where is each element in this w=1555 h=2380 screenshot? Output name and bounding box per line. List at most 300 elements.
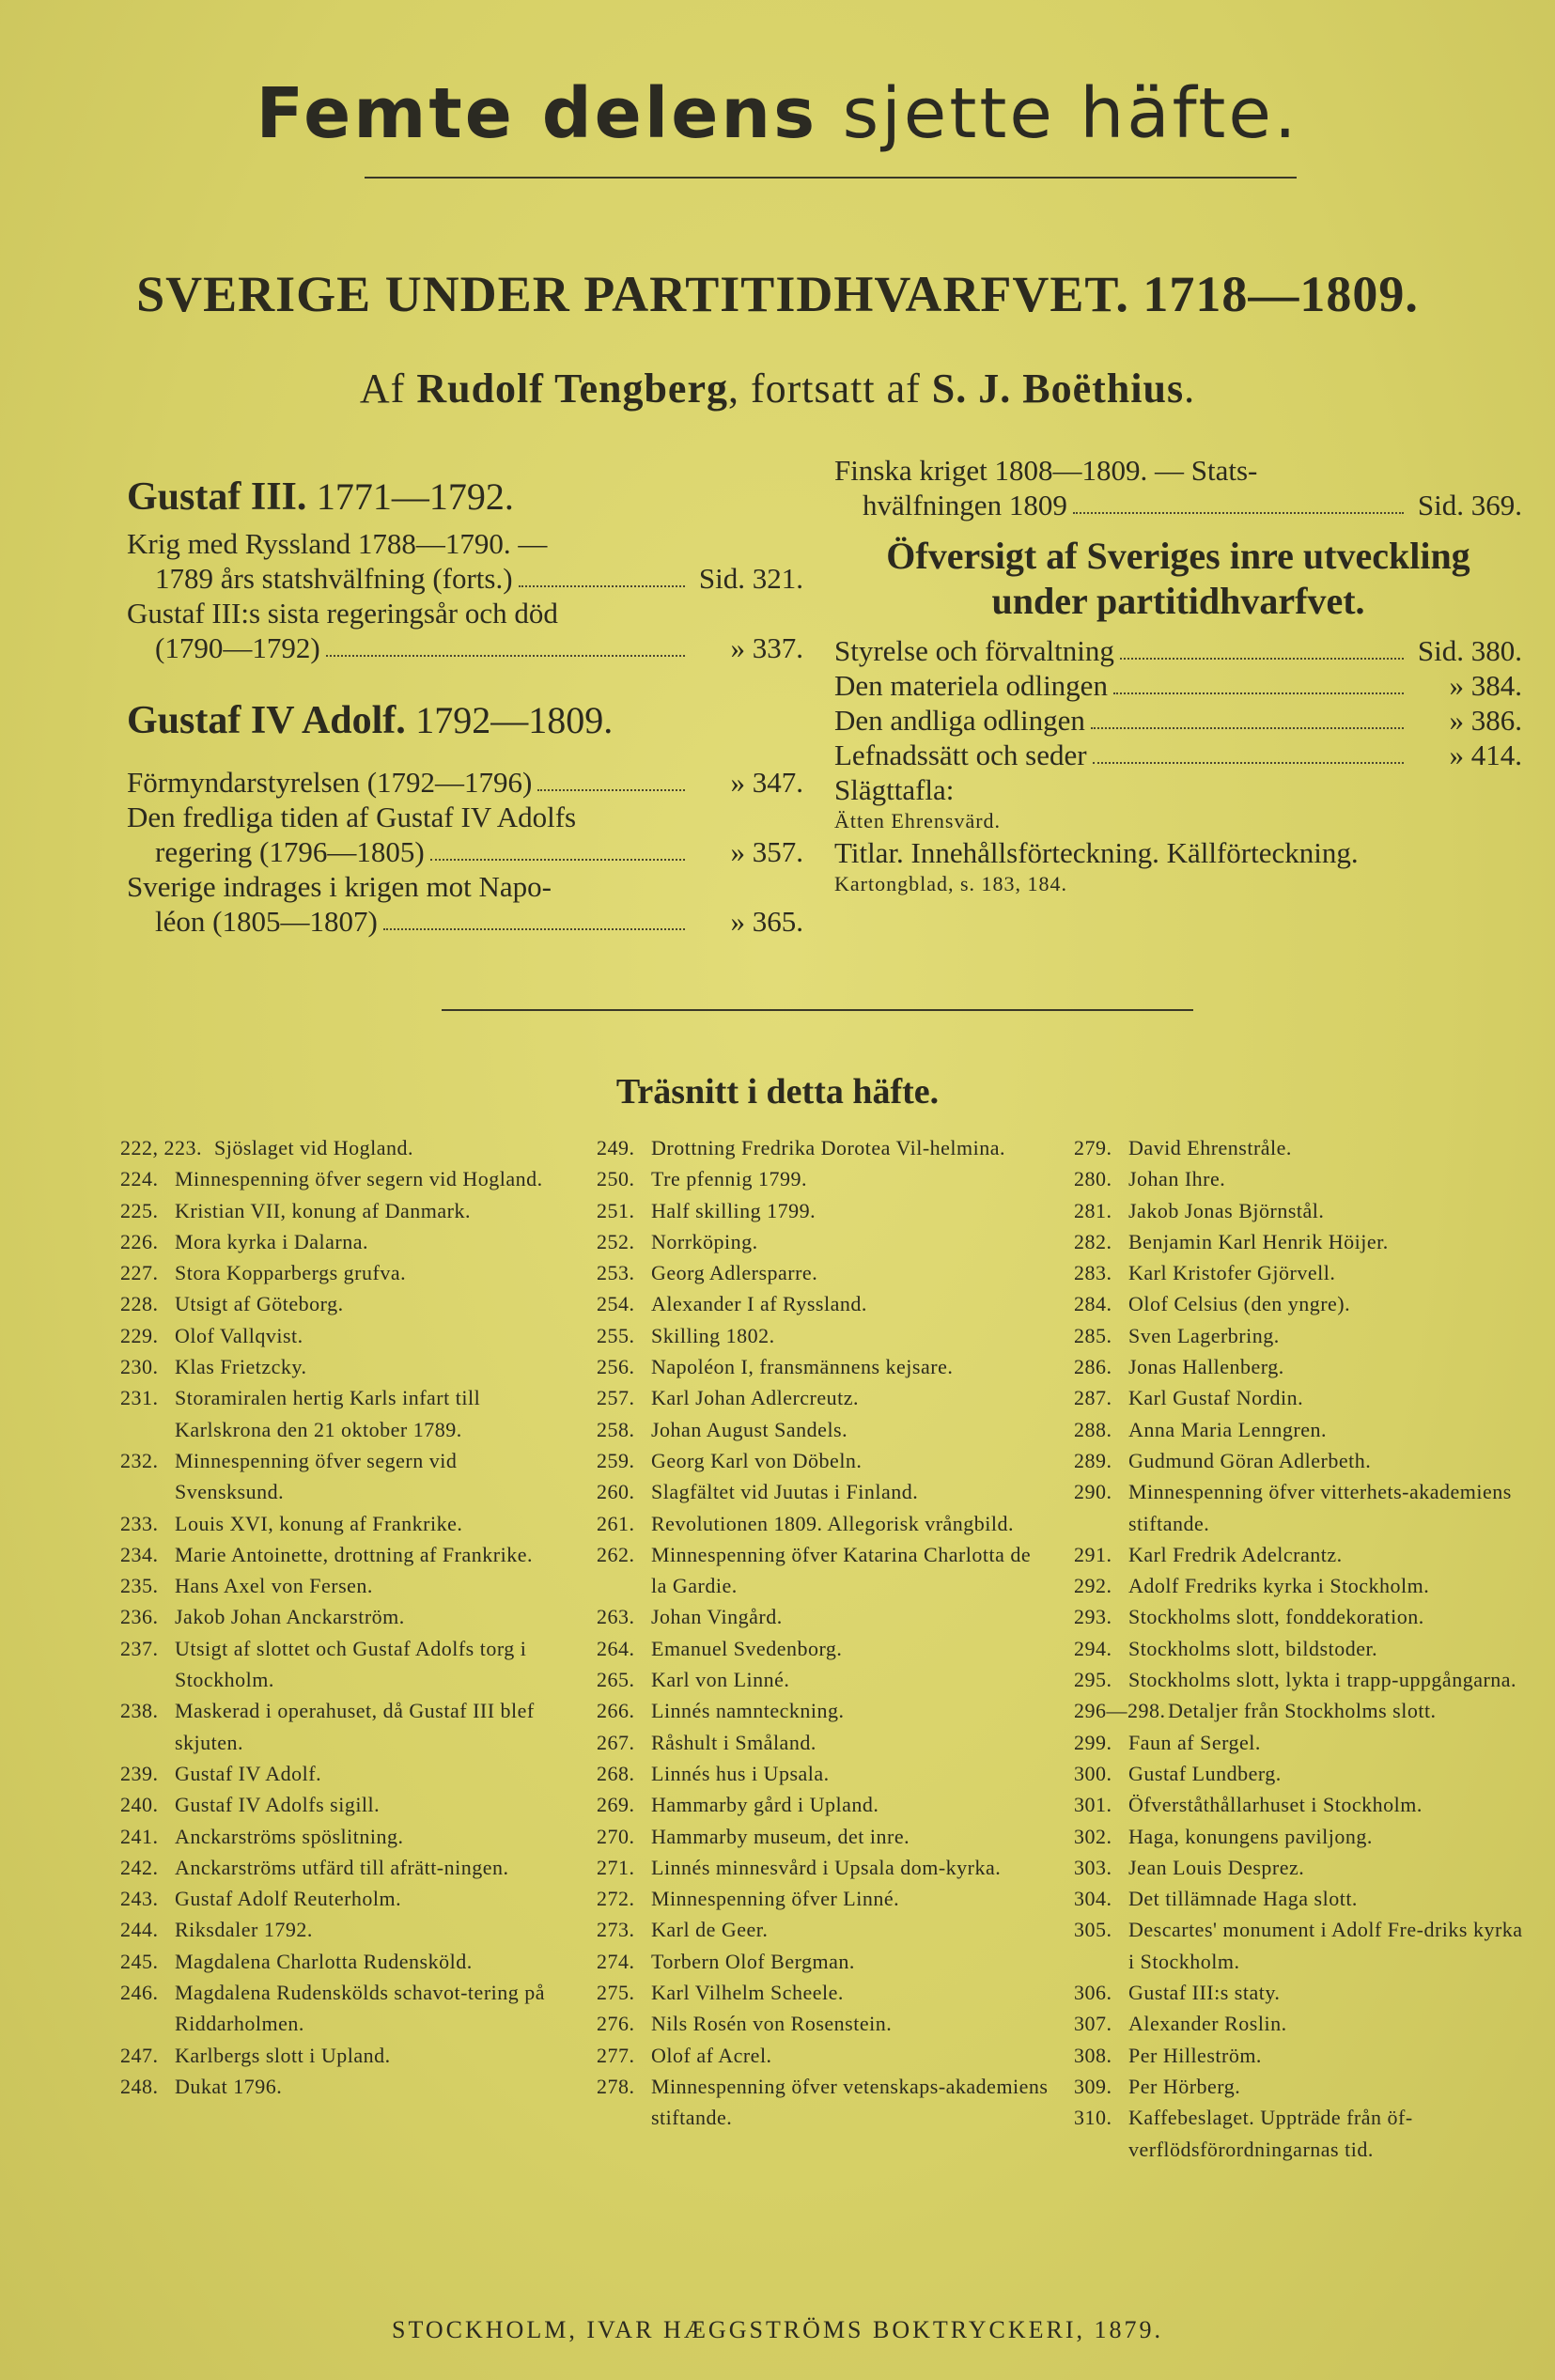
woodcut-item (597, 1508, 1052, 1539)
woodcut-caption: David Ehrenstråle. (1128, 1136, 1292, 1159)
leader-dots (1093, 762, 1404, 764)
woodcut-caption: Olof af Acrel. (651, 2043, 772, 2067)
woodcut-number: 244. (120, 1918, 159, 1942)
woodcut-column-1 (120, 1132, 571, 2102)
woodcut-number: 303. (1074, 1855, 1112, 1879)
woodcut-number: 265. (597, 1668, 635, 1692)
woodcut-number: 289. (1074, 1448, 1112, 1472)
woodcut-number: 300. (1074, 1761, 1112, 1785)
toc-entry-line2: (1790—1792) (155, 631, 320, 664)
woodcut-number: 282. (1074, 1229, 1112, 1253)
woodcut-item (597, 2071, 1052, 2134)
woodcut-number: 296—298. (1074, 1699, 1166, 1723)
woodcut-caption: Nils Rosén von Rosenstein. (651, 2012, 893, 2036)
woodcut-item (120, 2071, 571, 2102)
woodcut-caption: Råshult i Småland. (651, 1730, 816, 1754)
woodcut-caption: Gustaf IV Adolf. (175, 1761, 322, 1785)
woodcut-caption: Stockholms slott, fonddekoration. (1128, 1605, 1424, 1629)
woodcut-number: 301. (1074, 1793, 1112, 1817)
woodcut-item (1074, 1821, 1530, 1852)
woodcut-item (120, 2040, 571, 2071)
woodcut-caption: Minnespenning öfver segern vid Hogland. (175, 1167, 543, 1191)
woodcut-caption: Gustaf IV Adolfs sigill. (175, 1793, 381, 1817)
woodcut-number: 271. (597, 1855, 635, 1879)
woodcut-number: 266. (597, 1699, 635, 1723)
woodcut-number: 239. (120, 1761, 159, 1785)
woodcut-number: 255. (597, 1323, 635, 1347)
woodcut-caption: Karl Vilhelm Scheele. (651, 1981, 844, 2005)
woodcut-number: 224. (120, 1167, 159, 1191)
woodcut-item (1074, 1226, 1530, 1257)
imprint: STOCKHOLM, IVAR HÆGGSTRÖMS BOKTRYCKERI, 1879. (392, 2316, 1163, 2343)
woodcut-item (597, 1633, 1052, 1664)
woodcut-number: 276. (597, 2012, 635, 2036)
woodcut-number: 261. (597, 1511, 635, 1535)
toc-entry-text: Den materiela odlingen (834, 669, 1108, 702)
woodcut-number: 273. (597, 1918, 635, 1942)
woodcut-number: 260. (597, 1480, 635, 1504)
woodcut-caption: Detaljer från Stockholms slott. (1168, 1699, 1437, 1723)
woodcut-caption: Karl de Geer. (651, 1918, 769, 1942)
author-pre: Af (359, 366, 417, 412)
header-bold: Femte delens (256, 73, 818, 154)
section-years: 1771—1792. (316, 475, 514, 518)
woodcut-item (120, 1758, 571, 1789)
woodcut-caption: Jakob Jonas Björnstål. (1128, 1198, 1325, 1222)
woodcut-caption: Minnespenning öfver vetenskaps-akademiens stiftande. (651, 2074, 1049, 2130)
woodcut-number: 302. (1074, 1824, 1112, 1848)
woodcut-item (1074, 1414, 1530, 1445)
woodcut-number: 294. (1074, 1636, 1112, 1660)
toc-entry (127, 765, 803, 800)
woodcut-caption: Per Hilleström. (1128, 2043, 1262, 2067)
toc-entry-line1: Den fredliga tiden af Gustaf IV Adolfs (127, 801, 577, 833)
woodcut-number: 227. (120, 1261, 159, 1285)
woodcut-caption: Per Hörberg. (1128, 2074, 1241, 2098)
woodcut-caption: Sjöslaget vid Hogland. (214, 1136, 414, 1159)
woodcut-number: 286. (1074, 1355, 1112, 1379)
woodcut-caption: Drottning Fredrika Dorotea Vil-helmina. (651, 1136, 1006, 1159)
woodcut-number: 251. (597, 1198, 635, 1222)
woodcut-caption: Napoléon I, fransmännens kejsare. (651, 1355, 954, 1379)
author-line (0, 365, 1555, 412)
woodcut-caption: Anna Maria Lenngren. (1128, 1417, 1327, 1441)
woodcut-item (120, 1539, 571, 1570)
woodcut-item (1074, 1789, 1530, 1820)
toc-entry-text: Den andliga odlingen (834, 704, 1085, 737)
leader-dots (537, 789, 685, 791)
woodcut-caption: Half skilling 1799. (651, 1198, 816, 1222)
woodcut-caption: Karl Kristofer Gjörvell. (1128, 1261, 1336, 1285)
woodcut-caption: Slagfältet vid Juutas i Finland. (651, 1480, 919, 1504)
woodcut-caption: Minnespenning öfver Katarina Charlotta de la Gardie. (651, 1542, 1032, 1598)
woodcut-caption: Karl Gustaf Nordin. (1128, 1386, 1304, 1410)
woodcut-number: 233. (120, 1511, 159, 1535)
toc-entry (127, 526, 803, 596)
woodcut-caption: Marie Antoinette, drottning af Frankrike. (175, 1542, 533, 1566)
woodcut-caption: Utsigt af slottet och Gustaf Adolfs torg i Stockholm. (175, 1636, 527, 1692)
woodcut-item (120, 1883, 571, 1914)
woodcut-item (597, 1226, 1052, 1257)
toc-page: » 365. (730, 905, 803, 938)
woodcut-item (1074, 1883, 1530, 1914)
woodcut-caption: Öfverståthållarhuset i Stockholm. (1128, 1793, 1423, 1817)
woodcut-item (1074, 1664, 1530, 1695)
toc-entry (127, 596, 803, 665)
toc-entry-line2: 1789 års statshvälfning (forts.) (155, 562, 513, 595)
woodcut-number: 277. (597, 2043, 635, 2067)
toc-page: Sid. 369. (1417, 489, 1522, 521)
woodcut-number: 279. (1074, 1136, 1112, 1159)
toc-right (834, 453, 1522, 898)
woodcut-number: 247. (120, 2043, 159, 2067)
woodcut-item (1074, 1382, 1530, 1413)
woodcut-item (1074, 1633, 1530, 1664)
woodcut-number: 236. (120, 1605, 159, 1629)
woodcut-item (120, 1351, 571, 1382)
woodcut-item (597, 1476, 1052, 1507)
woodcut-item (1074, 1727, 1530, 1758)
section-ofversigt: Öfversigt af Sveriges inre utveckling under partitidhvarfvet. (886, 535, 1470, 622)
author-end: . (1184, 366, 1196, 412)
woodcut-item (597, 1946, 1052, 1977)
woodcut-caption: Olof Celsius (den yngre). (1128, 1292, 1351, 1316)
woodcut-item (120, 1382, 571, 1445)
woodcut-number: 234. (120, 1542, 159, 1566)
woodcut-item (1074, 1288, 1530, 1319)
woodcut-item (597, 1664, 1052, 1695)
woodcut-caption: Norrköping. (651, 1229, 758, 1253)
woodcut-item (1074, 2102, 1530, 2165)
woodcut-number: 269. (597, 1793, 635, 1817)
toc-entry (834, 633, 1522, 668)
woodcut-item (120, 1633, 571, 1696)
woodcut-item (597, 1195, 1052, 1226)
woodcut-item (120, 1288, 571, 1319)
section-rule (442, 1009, 1193, 1011)
slagttafla: Slägttafla: (834, 773, 955, 806)
woodcut-caption: Hans Axel von Fersen. (175, 1574, 373, 1598)
leader-dots (326, 655, 685, 657)
woodcut-item (120, 1570, 571, 1601)
woodcut-number: 222, 223. (120, 1136, 202, 1159)
woodcut-caption: Alexander I af Ryssland. (651, 1292, 867, 1316)
woodcut-number: 307. (1074, 2012, 1112, 2036)
woodcut-item (597, 2040, 1052, 2071)
woodcut-caption: Haga, konungens paviljong. (1128, 1824, 1373, 1848)
toc-entry-line2: Förmyndarstyrelsen (1792—1796) (127, 766, 533, 799)
woodcut-caption: Emanuel Svedenborg. (651, 1636, 843, 1660)
toc-page: Sid. 380. (1417, 634, 1522, 667)
toc-page: Sid. 321. (698, 562, 803, 595)
woodcut-number: 268. (597, 1761, 635, 1785)
toc-entry-text: Styrelse och förvaltning (834, 634, 1114, 667)
woodcut-number: 264. (597, 1636, 635, 1660)
woodcut-item (120, 1445, 571, 1508)
leader-dots (1073, 512, 1404, 514)
woodcut-item (1074, 2071, 1530, 2102)
woodcut-caption: Sven Lagerbring. (1128, 1323, 1280, 1347)
woodcut-item (597, 1288, 1052, 1319)
section-gustaf-iii (127, 474, 803, 521)
author-name-1: Rudolf Tengberg (416, 366, 728, 412)
woodcut-number: 295. (1074, 1668, 1112, 1692)
woodcut-number: 237. (120, 1636, 159, 1660)
woodcut-number: 249. (597, 1136, 635, 1159)
woodcut-caption: Dukat 1796. (175, 2074, 283, 2098)
leader-dots (1113, 692, 1404, 694)
woodcut-number: 267. (597, 1730, 635, 1754)
toc-entry-line1: Sverige indrages i krigen mot Napo- (127, 870, 552, 903)
leader-dots (383, 928, 685, 930)
woodcut-item (1074, 1695, 1530, 1726)
toc-entry-line1: Krig med Ryssland 1788—1790. — (127, 527, 548, 560)
woodcut-caption: Riksdaler 1792. (175, 1918, 313, 1942)
woodcut-number: 225. (120, 1198, 159, 1222)
woodcut-caption: Kaffebeslaget. Uppträde från öf-verflödsförordningarnas tid. (1128, 2106, 1413, 2161)
toc-left (127, 466, 803, 939)
woodcut-caption: Karl von Linné. (651, 1668, 790, 1692)
woodcut-caption: Karl Fredrik Adelcrantz. (1128, 1542, 1343, 1566)
woodcut-number: 270. (597, 1824, 635, 1848)
woodcut-caption: Magdalena Rudenskölds schavot-tering på Riddarholmen. (175, 1981, 546, 2036)
woodcut-item (597, 1758, 1052, 1789)
toc-page: » 414. (1449, 739, 1522, 771)
section-years: 1792—1809. (415, 699, 614, 741)
woodcut-number: 283. (1074, 1261, 1112, 1285)
woodcut-caption: Gustaf Lundberg. (1128, 1761, 1282, 1785)
woodcut-caption: Skilling 1802. (651, 1323, 775, 1347)
author-name-2: S. J. Boëthius (931, 366, 1185, 412)
woodcut-item (597, 1914, 1052, 1945)
woodcut-item (1074, 1914, 1530, 1977)
toc-page: » 384. (1449, 669, 1522, 702)
woodcut-caption: Olof Vallqvist. (175, 1323, 303, 1347)
woodcut-number: 259. (597, 1448, 635, 1472)
woodcut-item (597, 1382, 1052, 1413)
toc-page: » 357. (730, 835, 803, 868)
toc-entry-line1: Gustaf III:s sista regeringsår och död (127, 597, 558, 630)
woodcut-number: 284. (1074, 1292, 1112, 1316)
woodcut-caption: Georg Karl von Döbeln. (651, 1448, 863, 1472)
woodcut-caption: Torbern Olof Bergman. (651, 1949, 855, 1973)
woodcut-number: 290. (1074, 1480, 1112, 1504)
woodcut-item (1074, 1257, 1530, 1288)
woodcut-item (120, 1257, 571, 1288)
woodcut-caption: Hammarby museum, det inre. (651, 1824, 910, 1848)
woodcut-caption: Magdalena Charlotta Rudensköld. (175, 1949, 473, 1973)
woodcut-item (120, 1601, 571, 1632)
woodcut-caption: Johan Vingård. (651, 1605, 783, 1629)
woodcut-number: 258. (597, 1417, 635, 1441)
woodcut-number: 285. (1074, 1323, 1112, 1347)
woodcut-item (597, 1414, 1052, 1445)
woodcut-number: 278. (597, 2074, 635, 2098)
woodcut-number: 235. (120, 1574, 159, 1598)
woodcut-item (597, 1852, 1052, 1883)
woodcut-caption: Minnespenning öfver vitterhets-akademiens stiftande. (1128, 1480, 1512, 1535)
leader-dots (519, 585, 685, 587)
woodcut-caption: Stockholms slott, lykta i trapp-uppgångarna. (1128, 1668, 1517, 1692)
toc-entry (127, 869, 803, 939)
toc-entry (127, 800, 803, 869)
woodcut-item (597, 1977, 1052, 2008)
woodcut-caption: Adolf Fredriks kyrka i Stockholm. (1128, 1574, 1430, 1598)
woodcut-item (1074, 1132, 1530, 1163)
woodcut-caption: Anckarströms utfärd till afrätt-ningen. (175, 1855, 509, 1879)
toc-entry-line2: hvälfningen 1809 (863, 489, 1067, 521)
woodcut-item (597, 1320, 1052, 1351)
woodcut-item (597, 1351, 1052, 1382)
woodcut-item (1074, 1163, 1530, 1194)
woodcut-item (120, 1789, 571, 1820)
woodcut-item (120, 1695, 571, 1758)
woodcut-number: 253. (597, 1261, 635, 1285)
woodcut-caption: Anckarströms spöslitning. (175, 1824, 404, 1848)
woodcut-number: 238. (120, 1699, 159, 1723)
woodcut-caption: Gustaf Adolf Reuterholm. (175, 1887, 402, 1911)
woodcut-number: 243. (120, 1887, 159, 1911)
woodcut-caption: Johan August Sandels. (651, 1417, 848, 1441)
woodcut-number: 246. (120, 1981, 159, 2005)
woodcut-item (597, 1883, 1052, 1914)
woodcut-number: 291. (1074, 1542, 1112, 1566)
woodcut-caption: Descartes' monument i Adolf Fre-driks kyrka i Stockholm. (1128, 1918, 1523, 1973)
woodcut-item (120, 1946, 571, 1977)
woodcut-caption: Det tillämnade Haga slott. (1128, 1887, 1358, 1911)
woodcut-item (597, 1727, 1052, 1758)
woodcut-caption: Alexander Roslin. (1128, 2012, 1287, 2036)
woodcut-caption: Linnés minnesvård i Upsala dom-kyrka. (651, 1855, 1002, 1879)
woodcut-number: 241. (120, 1824, 159, 1848)
woodcut-number: 310. (1074, 2106, 1112, 2130)
woodcut-caption: Minnespenning öfver segern vid Svensksund. (175, 1448, 458, 1504)
woodcut-caption: Jonas Hallenberg. (1128, 1355, 1284, 1379)
woodcut-number: 245. (120, 1949, 159, 1973)
woodcut-number: 231. (120, 1386, 159, 1410)
woodcut-number: 308. (1074, 2043, 1112, 2067)
header (0, 73, 1555, 154)
atten-label: Ätten Ehrensvärd. (834, 809, 1002, 832)
woodcut-item (120, 1914, 571, 1945)
woodcut-caption: Gustaf III:s staty. (1128, 1981, 1281, 2005)
toc-entry (834, 453, 1522, 522)
woodcut-number: 287. (1074, 1386, 1112, 1410)
woodcut-item (1074, 1351, 1530, 1382)
woodcut-caption: Revolutionen 1809. Allegorisk vrångbild. (651, 1511, 1015, 1535)
woodcut-item (1074, 2040, 1530, 2071)
woodcut-number: 263. (597, 1605, 635, 1629)
woodcut-number: 304. (1074, 1887, 1112, 1911)
leader-dots (1091, 727, 1404, 729)
woodcut-item (1074, 2008, 1530, 2039)
woodcut-item (597, 1445, 1052, 1476)
leader-dots (430, 859, 685, 861)
header-rest: sjette häfte. (817, 73, 1299, 154)
woodcut-number: 248. (120, 2074, 159, 2098)
woodcut-number: 254. (597, 1292, 635, 1316)
woodcut-item (120, 1852, 571, 1883)
toc-entry-text: Lefnadssätt och seder (834, 739, 1087, 771)
woodcut-caption: Linnés hus i Upsala. (651, 1761, 830, 1785)
toc-entry (834, 668, 1522, 703)
woodcut-item (1074, 1601, 1530, 1632)
author-mid: , fortsatt af (727, 366, 932, 412)
woodcut-item (597, 1257, 1052, 1288)
woodcut-number: 272. (597, 1887, 635, 1911)
woodcut-caption: Stora Kopparbergs grufva. (175, 1261, 407, 1285)
leader-dots (1120, 658, 1404, 660)
woodcut-caption: Louis XVI, konung af Frankrike. (175, 1511, 463, 1535)
woodcut-caption: Kristian VII, konung af Danmark. (175, 1198, 471, 1222)
woodcut-item (120, 1821, 571, 1852)
woodcut-item (597, 1132, 1052, 1163)
woodcut-column-3 (1074, 1132, 1530, 2165)
woodcut-item (1074, 1445, 1530, 1476)
woodcut-number: 299. (1074, 1730, 1112, 1754)
woodcut-caption: Faun af Sergel. (1128, 1730, 1261, 1754)
woodcut-caption: Minnespenning öfver Linné. (651, 1887, 900, 1911)
woodcut-item (1074, 1758, 1530, 1789)
toc-page: » 337. (730, 631, 803, 664)
toc-entry (834, 738, 1522, 772)
woodcut-number: 305. (1074, 1918, 1112, 1942)
woodcut-caption: Jean Louis Desprez. (1128, 1855, 1305, 1879)
woodcut-caption: Georg Adlersparre. (651, 1261, 818, 1285)
woodcut-caption: Tre pfennig 1799. (651, 1167, 807, 1191)
woodcut-number: 274. (597, 1949, 635, 1973)
toc-page: » 386. (1449, 704, 1522, 737)
woodcut-item (1074, 1570, 1530, 1601)
woodcut-item (1074, 1977, 1530, 2008)
woodcut-number: 280. (1074, 1167, 1112, 1191)
woodcut-caption: Karlbergs slott i Upland. (175, 2043, 391, 2067)
woodcut-caption: Storamiralen hertig Karls infart till Karlskrona den 21 oktober 1789. (175, 1386, 481, 1441)
woodcut-number: 288. (1074, 1417, 1112, 1441)
woodcut-item (1074, 1476, 1530, 1539)
woodcut-caption: Maskerad i operahuset, då Gustaf III blef skjuten. (175, 1699, 535, 1754)
woodcut-item (1074, 1539, 1530, 1570)
woodcut-number: 257. (597, 1386, 635, 1410)
woodcut-number: 275. (597, 1981, 635, 2005)
woodcut-item (120, 1977, 571, 2040)
section-name: Gustaf IV Adolf. (127, 699, 406, 742)
woodcut-caption: Stockholms slott, bildstoder. (1128, 1636, 1378, 1660)
toc-entry-line2: regering (1796—1805) (155, 835, 425, 868)
woodcut-caption: Karl Johan Adlercreutz. (651, 1386, 860, 1410)
woodcut-caption: Johan Ihre. (1128, 1167, 1226, 1191)
woodcut-number: 232. (120, 1448, 159, 1472)
woodcut-caption: Benjamin Karl Henrik Höijer. (1128, 1229, 1389, 1253)
woodcut-item (597, 1539, 1052, 1602)
toc-entry-line1: Finska kriget 1808—1809. — Stats- (834, 454, 1258, 487)
woodcut-number: 226. (120, 1229, 159, 1253)
woodcut-number: 281. (1074, 1198, 1112, 1222)
woodcut-item (597, 1163, 1052, 1194)
woodcut-item (120, 1132, 571, 1163)
main-title: SVERIGE UNDER PARTITIDHVARFVET. 1718—1809. (136, 266, 1419, 322)
woodcut-number: 256. (597, 1355, 635, 1379)
woodcut-item (120, 1320, 571, 1351)
woodcut-item (597, 1695, 1052, 1726)
woodcut-number: 252. (597, 1229, 635, 1253)
trasnitt-title: Träsnitt i detta häfte. (615, 1072, 940, 1112)
woodcut-caption: Klas Frietzcky. (175, 1355, 307, 1379)
woodcut-number: 262. (597, 1542, 635, 1566)
woodcut-item (597, 1601, 1052, 1632)
woodcut-item (1074, 1195, 1530, 1226)
toc-entry-line2: léon (1805—1807) (155, 905, 378, 938)
